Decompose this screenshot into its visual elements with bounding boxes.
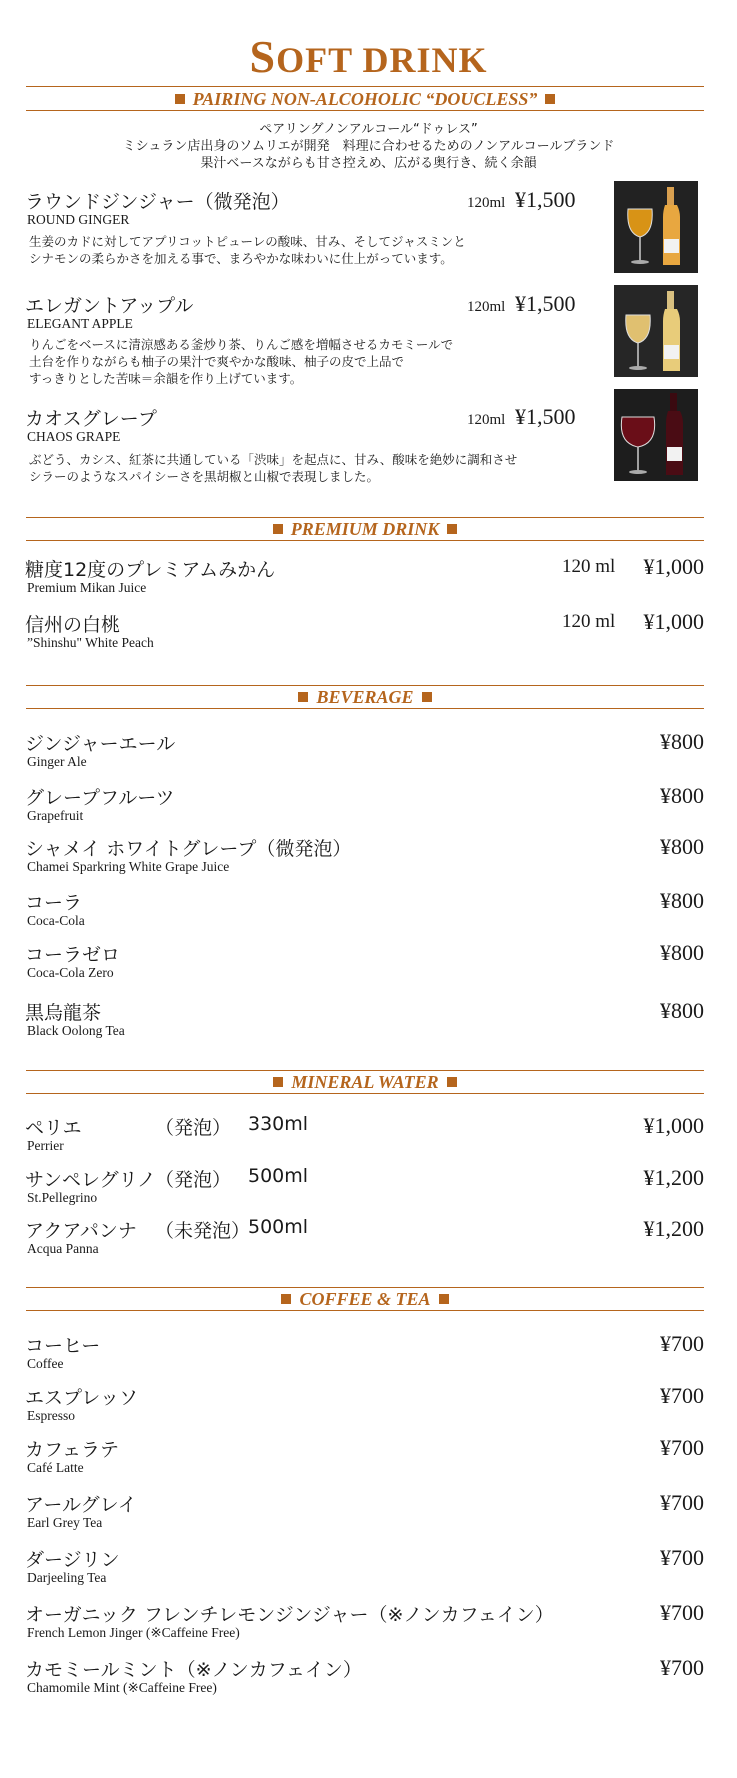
item-name-jp: オーガニック フレンチレモンジンジャー（※ノンカフェイン） [25,1604,554,1626]
square-bullet-icon [545,94,555,104]
square-bullet-icon [175,94,185,104]
item-price: ¥1,000 [643,1113,704,1138]
item-name-jp: エスプレッソ [25,1387,139,1409]
square-bullet-icon [422,692,432,702]
item-name-en: ”Shinshu" White Peach [27,635,154,650]
apple-drink-photo [614,285,698,377]
item-volume: 120ml [467,412,506,428]
item-name-jp: シャメイ ホワイトグレープ（微発泡） [25,838,352,860]
item-type: （発泡） [155,1169,232,1191]
square-bullet-icon [273,524,283,534]
item-description [29,451,517,485]
intro-line: ペアリングノンアルコール“ドゥレス” [259,122,478,137]
intro-line: ミシュラン店出身のソムリエが開発 料理に合わせるためのノンアルコールブランド [122,139,615,154]
item-price: ¥800 [660,834,704,859]
item-name-en: Coca-Cola [27,913,85,928]
item-price: ¥1,200 [643,1216,704,1241]
section-heading-beverage [26,686,704,708]
section-heading-premium [26,518,704,540]
item-name-jp: カオスグレープ [25,408,157,430]
description-line: すっきりとした苦味＝余韻を作り上げています。 [29,371,303,386]
item-price: ¥1,500 [515,291,576,316]
item-name-en: Perrier [27,1138,64,1153]
section-heading-label: COFFEE & TEA [299,1289,431,1309]
section-rule [26,1093,704,1094]
section-rule [26,86,704,87]
item-name-en: French Lemon Jinger (※Caffeine Free) [27,1625,240,1640]
item-price: ¥700 [660,1383,704,1408]
item-name-jp: グレープフルーツ [25,787,175,809]
item-price: ¥700 [660,1655,704,1680]
section-heading-coffee [26,1288,704,1310]
description-line: シナモンの柔らかさを加える事で、まろやかな味わいに仕上がっています。 [29,251,453,266]
item-price: ¥700 [660,1435,704,1460]
item-volume: 500ml [248,1165,309,1187]
item-name-jp: ダージリン [25,1549,120,1571]
item-price: ¥1,000 [643,554,704,579]
item-name-jp: カフェラテ [25,1439,120,1461]
item-price: ¥1,500 [515,187,576,212]
item-name-en: Acqua Panna [27,1241,99,1256]
item-price: ¥800 [660,729,704,754]
item-name-en: St.Pellegrino [27,1190,98,1205]
item-volume: 330ml [248,1113,309,1135]
item-price: ¥700 [660,1600,704,1625]
item-name-en: Coca-Cola Zero [27,965,114,980]
item-price: ¥1,200 [643,1165,704,1190]
item-volume: 120ml [467,299,506,315]
item-name-jp: 黒烏龍茶 [25,1002,102,1024]
section-heading-label: MINERAL WATER [291,1072,439,1092]
section-rule [26,1310,704,1311]
square-bullet-icon [298,692,308,702]
item-name-en: Darjeeling Tea [27,1570,107,1585]
item-name-jp: コーラゼロ [25,944,121,966]
section-rule [26,110,704,111]
item-name-jp: ペリエ [25,1117,82,1139]
item-price: ¥1,500 [515,404,576,429]
section-heading-label: PREMIUM DRINK [290,519,440,539]
description-line: 土台を作りながらも柚子の果汁で爽やかな酸味、柚子の皮で上品で [29,354,405,369]
section-rule [26,540,704,541]
item-volume: 120 ml [562,611,616,632]
square-bullet-icon [447,524,457,534]
item-price: ¥800 [660,783,704,808]
item-name-en: Chamei Sparkring White Grape Juice [27,859,230,874]
item-name-jp: カモミールミント（※ノンカフェイン） [25,1659,362,1681]
item-name-en: ROUND GINGER [27,212,130,227]
item-name-en: Chamomile Mint (※Caffeine Free) [27,1680,217,1695]
item-volume: 120 ml [562,556,616,577]
item-name-jp: ジンジャーエール [25,733,176,755]
section-heading-label: BEVERAGE [316,687,414,707]
section-heading-label: PAIRING NON-ALCOHOLIC “DOUCLESS” [192,89,538,109]
item-name-jp: サンペレグリノ [25,1169,156,1191]
item-name-en: ELEGANT APPLE [27,316,133,331]
square-bullet-icon [447,1077,457,1087]
intro-line: 果汁ベースながらも甘さ控えめ、広がる奥行き、続く余韻 [200,156,537,171]
item-volume: 120ml [467,195,506,211]
section-heading-pairing [26,88,704,110]
item-volume: 500ml [248,1216,309,1238]
description-line: シラーのようなスパイシーさを黒胡椒と山椒で表現しました。 [29,469,380,484]
item-name-en: Coffee [27,1356,64,1371]
page-title: SOFT DRINK [249,31,488,82]
amber-drink-photo [614,181,698,273]
item-name-en: Ginger Ale [27,754,87,769]
item-type: （未発泡） [155,1220,251,1242]
grape-drink-photo [614,389,698,481]
item-price: ¥800 [660,940,704,965]
item-price: ¥800 [660,998,704,1023]
item-name-jp: コーヒー [25,1335,101,1357]
item-name-en: Grapefruit [27,808,84,823]
section-rule [26,708,704,709]
square-bullet-icon [281,1294,291,1304]
item-name-en: Espresso [27,1408,75,1423]
item-type: （発泡） [155,1117,232,1139]
item-name-en: CHAOS GRAPE [27,429,121,444]
description-line: りんごをベースに清涼感ある釜炒り茶、りんご感を増幅させるカモミールで [29,337,454,352]
item-name-en: Earl Grey Tea [27,1515,103,1530]
item-name-en: Premium Mikan Juice [27,580,147,595]
item-price: ¥700 [660,1545,704,1570]
item-name-en: Black Oolong Tea [27,1023,125,1038]
square-bullet-icon [273,1077,283,1087]
section-heading-water [26,1071,704,1093]
item-description [29,336,453,387]
item-name-jp: アールグレイ [25,1494,137,1516]
square-bullet-icon [439,1294,449,1304]
item-price: ¥700 [660,1490,704,1515]
item-name-jp: 信州の白桃 [25,614,121,636]
item-name-jp: ラウンドジンジャー（微発泡） [25,191,290,213]
item-price: ¥1,000 [643,609,704,634]
description-line: ぶどう、カシス、紅茶に共通している「渋味」を起点に、甘み、酸味を絶妙に調和させ [29,452,518,467]
item-name-jp: コーラ [25,892,83,914]
item-name-jp: アクアパンナ [25,1220,137,1242]
pairing-intro [0,121,737,172]
item-price: ¥700 [660,1331,704,1356]
item-name-jp: 糖度12度のプレミアムみかん [25,559,276,581]
item-name-jp: エレガントアップル [25,295,194,317]
item-name-en: Café Latte [27,1460,84,1475]
item-price: ¥800 [660,888,704,913]
item-description [29,233,466,267]
description-line: 生姜のカドに対してアプリコットピューレの酸味、甘み、そしてジャスミンと [29,234,466,249]
